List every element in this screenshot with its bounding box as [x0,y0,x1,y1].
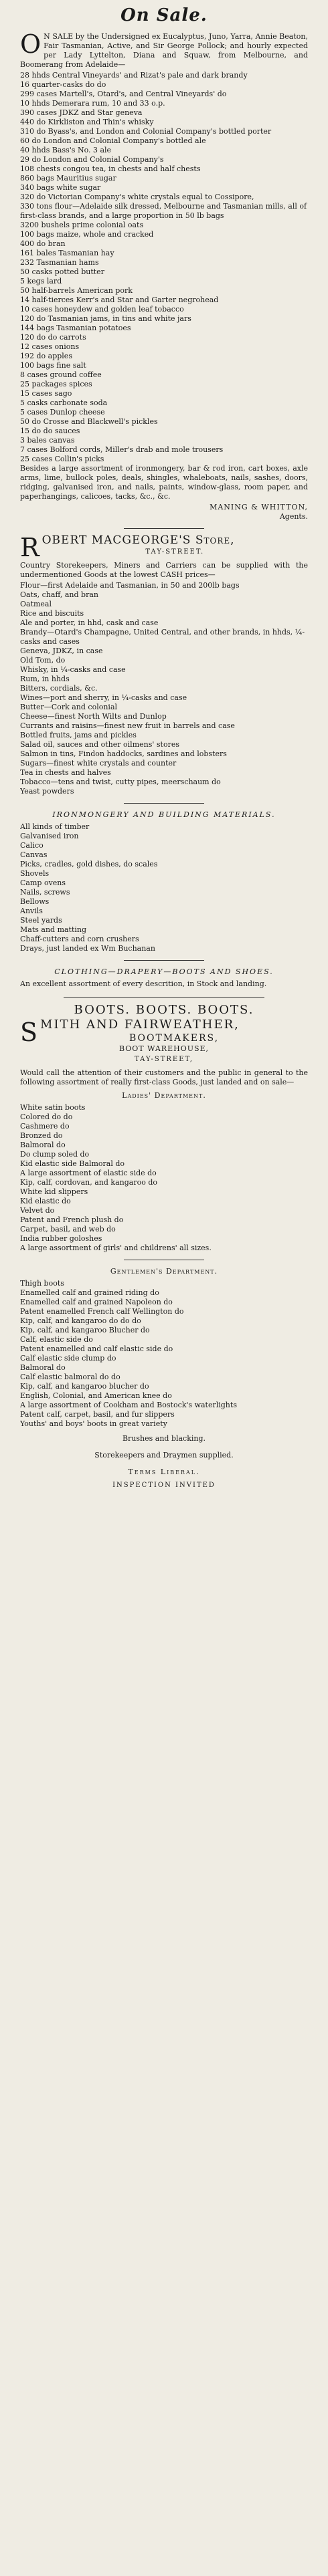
list-item: Velvet do [20,1206,55,1215]
ad3-firm: MITH AND FAIRWEATHER, [40,1018,240,1032]
list-item: Oatmeal [20,600,52,608]
ad3-closing-1: Brushes and blacking. [122,1434,206,1443]
newspaper-column [20,0,308,2573]
list-item: Tobacco—tens and twist, cutty pipes, meerschaum do [20,778,221,786]
list-item: Rice and biscuits [20,609,84,618]
list-item: Balmoral do [20,1363,66,1372]
ad1-intro-text: N SALE by the Undersigned ex Eucalyptus, Juno, Yarra, Annie Beaton, Fair Tasmanian, Active, and Sir George Pollock; and hourly expected per Lady Lyttelton, Diana and Squaw, from Melbourne, and Boomerang from Adelaide— [20,32,308,69]
list-item: Whisky, in ¼-casks and case [20,665,126,674]
list-item: Chaff-cutters and corn crushers [20,935,139,943]
ad2-firm: OBERT MACGEORGE'S Store, [42,534,235,547]
list-item: 40 hhds Bass's No. 3 ale [20,146,112,154]
list-item: 330 tons flour—Adelaide silk dressed, Melbourne and Tasmanian mills, all of first-class brands, and a large proportion in 50 lb bags [20,202,307,220]
list-item: 8 cases ground coffee [20,370,102,379]
advertisement-macgeorge [20,533,308,989]
list-item: Kip, calf, and kangaroo do do do [20,1316,141,1325]
ad3-gents-list [20,1279,308,1429]
list-item: English, Colonial, and American knee do [20,1391,172,1400]
list-item: Sugars—finest white crystals and counter [20,759,177,768]
list-item: Calico [20,841,44,850]
dropcap: S [20,1018,38,1047]
list-item: Patent enamelled French calf Wellington do [20,1307,184,1316]
list-item: Calf elastic balmoral do do [20,1373,120,1381]
list-item: Drays, just landed ex Wm Buchanan [20,944,155,953]
ad3-gents-heading: Gentlemen's Department. [110,1267,218,1276]
list-item: Calf, elastic side do [20,1335,93,1344]
list-item: Colored do do [20,1113,73,1121]
list-item: 15 do do sauces [20,427,80,435]
list-item: Camp ovens [20,879,66,887]
list-item: Carpet, basil, and web do [20,1225,116,1234]
list-item: Shovels [20,869,50,878]
list-item: Patent enamelled and calf elastic side do [20,1344,173,1353]
list-item: White satin boots [20,1103,86,1112]
list-item: Canvas [20,850,48,859]
ad3-closing-2: Storekeepers and Draymen supplied. [94,1451,234,1459]
list-item: Butter—Cork and colonial [20,703,118,711]
list-item: Cashmere do [20,1122,70,1131]
list-item: Tea in chests and halves [20,768,111,777]
ad2-outro: An excellent assortment of every descrition, in Stock and landing. [20,979,267,988]
ad1-intro [20,29,308,70]
list-item: Kip, calf, and kangaroo blucher do [20,1382,149,1391]
list-item: Patent calf, carpet, basil, and fur slippers [20,1410,175,1419]
ad3-terms: Terms Liberal. [128,1468,200,1476]
list-item: Mats and matting [20,925,87,934]
list-item: 440 do Kirkliston and Thin's whisky [20,118,154,126]
list-item: Nails, screws [20,888,70,897]
list-item: Enamelled calf and grained Napoleon do [20,1298,173,1306]
list-item: Thigh boots [20,1279,64,1288]
ad1-item-list [20,71,308,464]
list-item: 161 bales Tasmanian hay [20,249,114,257]
list-item: 5 cases Dunlop cheese [20,408,105,417]
list-item: 29 do London and Colonial Company's [20,155,164,164]
ad2-item-list-2 [20,822,308,953]
list-item: 390 cases JDKZ and Star geneva [20,108,143,117]
ad3-ladies-list [20,1103,308,1253]
list-item: Currants and raisins—finest new fruit in barrels and case [20,721,235,730]
list-item: 50 half-barrels American pork [20,286,133,295]
list-item: Patent and French plush do [20,1215,124,1224]
list-item: 12 cases onions [20,342,80,351]
list-item: Picks, cradles, gold dishes, do scales [20,860,158,868]
list-item: Oats, chaff, and bran [20,590,98,599]
list-item: 860 bags Mauritius sugar [20,174,116,183]
ad3-trade: BOOTMAKERS, [129,1033,220,1044]
divider [124,528,204,529]
list-item: 50 do Crosse and Blackwell's pickles [20,417,158,426]
list-item: Steel yards [20,916,62,925]
advertisement-smith-fairweather [20,1003,308,1490]
list-item: Bitters, cordials, &c. [20,684,98,693]
ad3-house: BOOT WAREHOUSE, [118,1044,210,1053]
advertisement-maning-whitton [20,29,308,521]
list-item: 5 kegs lard [20,277,62,285]
list-item: 50 casks potted butter [20,267,104,276]
list-item: A large assortment of elastic side do [20,1169,157,1177]
ad3-ladies-heading: Ladies' Department. [122,1091,206,1100]
list-item: 25 packages spices [20,380,92,388]
list-item: Ale and porter, in hhd, cask and case [20,618,159,627]
dropcap: R [20,533,39,562]
list-item: Cheese—finest North Wilts and Dunlop [20,712,167,721]
list-item: White kid slippers [20,1187,88,1196]
list-item: 25 cases Collin's picks [20,455,104,463]
list-item: A large assortment of Cookham and Bostock's waterlights [20,1401,237,1409]
list-item: Brandy—Otard's Champagne, United Central, and other brands, in hhds, ¼-casks and cases [20,628,305,646]
list-item: 144 bags Tasmanian potatoes [20,324,131,332]
ad1-signature-role: Agents. [279,512,308,521]
list-item: Salmon in tins, Findon haddocks, sardines and lobsters [20,749,227,758]
list-item: Kip, calf, and kangaroo Blucher do [20,1326,150,1334]
ad2-street: TAY-STREET. [145,548,205,556]
list-item: Bellows [20,897,50,906]
ad3-banner: BOOTS. BOOTS. BOOTS. [74,1003,254,1017]
ad1-outro: Besides a large assortment of ironmongery, bar & rod iron, cart boxes, axle arms, lime, bullock poles, deals, shingles, whaleboats, nails, sashes, doors, ridging, galvanised iron, and nails, paints, window-glass, room paper, and paperhangings, calicoes, tacks, &c., &c. [20,464,308,501]
ad2-section-clothing: CLOTHING—DRAPERY—BOOTS AND SHOES. [54,967,274,976]
list-item: A large assortment of girls' and childrens' all sizes. [20,1244,212,1252]
list-item: All kinds of timber [20,822,90,831]
ad2-item-list [20,581,308,796]
ad3-street: TAY-STREET, [135,1056,193,1063]
list-item: 16 quarter-casks do do [20,80,106,89]
list-item: Youths' and boys' boots in great variety [20,1419,167,1428]
list-item: Rum, in hhds [20,675,70,683]
list-item: Kid elastic do [20,1197,71,1205]
list-item: 15 cases sago [20,389,72,398]
list-item: Geneva, JDKZ, in case [20,647,103,655]
list-item: 28 hhds Central Vineyards' and Rizat's pale and dark brandy [20,71,248,80]
list-item: Old Tom, do [20,656,66,665]
list-item: Flour—first Adelaide and Tasmanian, in 50 and 200lb bags [20,581,240,590]
divider [124,803,204,804]
list-item: 3 bales canvas [20,436,75,445]
list-item: 120 do Tasmanian jams, in tins and white jars [20,314,191,323]
list-item: 5 casks carbonate soda [20,398,108,407]
ad1-signature: MANING & WHITTON, [210,503,308,511]
ad3-intro: Would call the attention of their customers and the public in general to the following assortment of really first-class Goods, just landed and on sale— [20,1068,308,1086]
list-item: Bottled fruits, jams and pickles [20,731,137,739]
list-item: Balmoral do [20,1141,66,1149]
ad2-section-ironmongery: IRONMONGERY AND BUILDING MATERIALS. [52,810,276,819]
list-item: Kip, calf, cordovan, and kangaroo do [20,1178,157,1187]
list-item: Yeast powders [20,787,74,796]
list-item: Wines—port and sherry, in ¼-casks and case [20,693,187,702]
list-item: Do clump soled do [20,1150,90,1159]
divider [124,960,204,961]
list-item: 3200 bushels prime colonial oats [20,221,144,229]
list-item: 100 bags fine salt [20,361,86,370]
page-heading: On Sale. [120,5,208,25]
list-item: Calf elastic side clump do [20,1354,116,1363]
list-item: Anvils [20,907,43,915]
list-item: 192 do apples [20,352,72,360]
list-item: 232 Tasmanian hams [20,258,99,267]
list-item: Salad oil, sauces and other oilmens' stores [20,740,179,749]
ad3-inspection: INSPECTION INVITED [112,1482,216,1489]
list-item: 10 cases honeydew and golden leaf tobacco [20,305,184,314]
list-item: 120 do do carrots [20,333,86,342]
ad2-intro: Country Storekeepers, Miners and Carriers can be supplied with the undermentioned Goods at the lowest CASH prices— [20,561,308,579]
list-item: 108 chests congou tea, in chests and half chests [20,164,201,173]
list-item: 320 do Victorian Company's white crystals equal to Cossipore, [20,193,254,201]
divider [64,997,264,998]
list-item: 100 bags maize, whole and cracked [20,230,154,239]
list-item: 310 do Byass's, and London and Colonial Company's bottled porter [20,127,272,136]
list-item: 400 do bran [20,239,66,248]
list-item: Kid elastic side Balmoral do [20,1159,125,1168]
list-item: India rubber goloshes [20,1234,102,1243]
list-item: Bronzed do [20,1131,63,1140]
list-item: 299 cases Martell's, Otard's, and Central Vineyards' do [20,90,227,98]
list-item: 7 cases Bolford cords, Miller's drab and mole trousers [20,445,224,454]
list-item: Galvanised iron [20,832,79,840]
list-item: 14 half-tierces Kerr's and Star and Garter negrohead [20,296,219,304]
list-item: 340 bags white sugar [20,183,101,192]
list-item: Enamelled calf and grained riding do [20,1288,159,1297]
dropcap: O [20,29,42,59]
list-item: 60 do London and Colonial Company's bottled ale [20,136,206,145]
list-item: 10 hhds Demerara rum, 10 and 33 o.p. [20,99,165,108]
